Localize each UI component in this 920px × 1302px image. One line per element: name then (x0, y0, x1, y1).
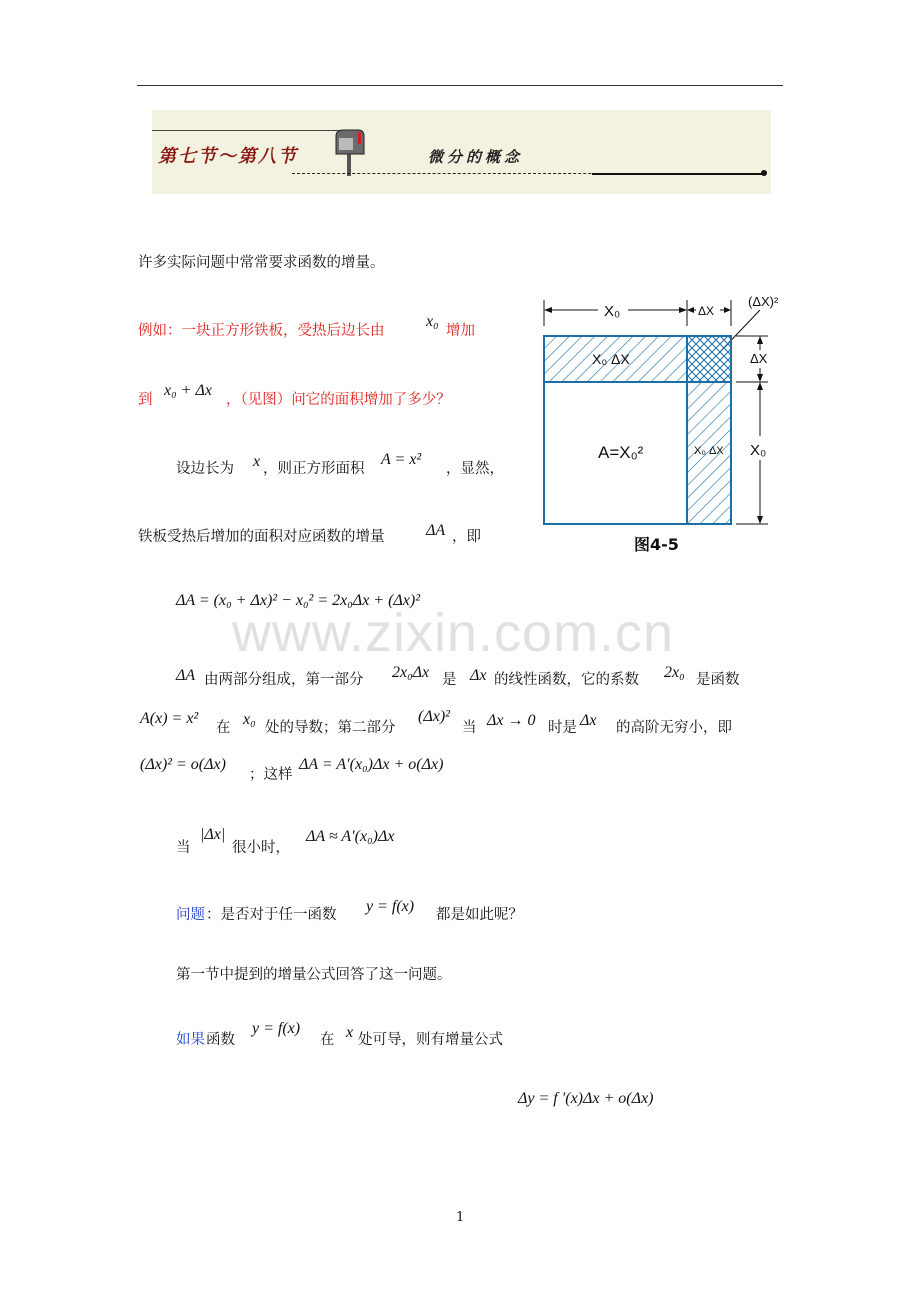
para4-a: 在 (216, 720, 231, 736)
page-number: 1 (456, 1210, 465, 1225)
example-line2-b: ，（见图）问它的面积增加了多少？ (226, 392, 451, 408)
corner-square (687, 336, 731, 382)
math-dx: Δx (470, 667, 487, 684)
label-right-x0: X₀ (750, 442, 767, 459)
para4-e: 的高阶无穷小，即 (616, 720, 732, 736)
label-top-x0: X₀ (604, 303, 621, 320)
math-x0-2: x₀ (243, 711, 256, 728)
para3-d: 是函数 (696, 672, 740, 688)
square-expansion-figure (528, 288, 798, 558)
question-tail: 都是如此呢？ (436, 907, 523, 923)
math-x0: x₀ (426, 313, 439, 330)
para1-c: ，显然， (446, 461, 504, 477)
math-dA-approx: ΔA ≈ A′(x₀)Δx (306, 828, 395, 845)
banner-title-right: 微分的概念 (428, 148, 524, 166)
if-label: 如果 (176, 1032, 205, 1048)
banner-line (152, 130, 352, 131)
mailbox-icon (332, 128, 366, 176)
math-2x0dx: 2x₀Δx (392, 664, 430, 681)
formula-dA-expansion: ΔA = (x₀ + Δx)² − x₀² = 2x₀Δx + (Δx)² (176, 592, 421, 609)
math-x-2: x (346, 1024, 354, 1041)
label-right-dx: ΔX (750, 351, 768, 366)
math-x: x (253, 453, 261, 470)
math-dx-sq: (Δx)² (418, 708, 450, 725)
math-dA-formula: ΔA = A′(x₀)Δx + o(Δx) (299, 756, 444, 773)
math-dA: ΔA (426, 522, 446, 539)
para1-b: ，则正方形面积 (263, 461, 365, 477)
para4-b: 处的导数；第二部分 (265, 720, 396, 736)
para5-a: ；这样 (249, 767, 293, 783)
math-area: A = x² (381, 451, 422, 468)
question-text: ：是否对于任一函数 (206, 907, 337, 923)
formula-dy: Δy = f ′(x)Δx + o(Δx) (518, 1090, 654, 1107)
para3-c: 的线性函数，它的系数 (494, 672, 639, 688)
math-x0-plus-dx: x₀ + Δx (164, 382, 212, 399)
math-abs-dx: |Δx| (200, 826, 226, 843)
label-strip-right: X₀ ΔX (694, 445, 724, 457)
math-2x0: 2x₀ (664, 664, 685, 681)
para2-b: ，即 (452, 529, 481, 545)
section-banner (152, 110, 771, 194)
math-dx-sq-o: (Δx)² = o(Δx) (140, 756, 226, 773)
example-line1-a: 例如：一块正方形铁板，受热后边长由 (138, 323, 385, 339)
answer-text: 第一节中提到的增量公式回答了这一问题。 (176, 967, 452, 983)
math-y-fx-2: y = f(x) (252, 1020, 301, 1037)
math-dx-2: Δx (580, 712, 597, 729)
figure-caption: 图4-5 (634, 535, 679, 554)
math-y-fx: y = f(x) (366, 898, 415, 915)
example-line2-a: 到 (138, 392, 153, 408)
label-corner: (ΔX)² (748, 294, 779, 309)
para4-d: 时是 (548, 720, 577, 736)
label-strip-top: X₀ ΔX (592, 351, 630, 367)
if-a: 函数 (206, 1032, 235, 1048)
if-b: 在 (320, 1032, 335, 1048)
banner-title-left: 第七节～第八节 (158, 146, 298, 167)
question-label: 问题 (176, 907, 205, 923)
header-rule (137, 85, 783, 86)
banner-dot (761, 170, 767, 176)
para2-a: 铁板受热后增加的面积对应函数的增量 (138, 529, 385, 545)
watermark: www.zixin.com.cn (232, 603, 675, 663)
para3-b: 是 (442, 672, 457, 688)
banner-solid-line (592, 173, 764, 175)
intro-text: 许多实际问题中常常要求函数的增量。 (138, 255, 385, 271)
label-top-dx: ΔX (698, 304, 715, 318)
math-Ax: A(x) = x² (140, 710, 199, 727)
math-dA-2: ΔA (176, 667, 196, 684)
label-center-area: A=X₀² (598, 443, 644, 462)
para4-c: 当 (462, 720, 477, 736)
math-dx-to-0: Δx → 0 (487, 712, 536, 729)
para1-a: 设边长为 (176, 461, 234, 477)
if-c: 处可导，则有增量公式 (358, 1032, 503, 1048)
example-line1-b: 增加 (446, 323, 475, 339)
para6-b: 很小时， (232, 840, 290, 856)
para3-a: 由两部分组成，第一部分 (204, 672, 364, 688)
para6-a: 当 (176, 840, 191, 856)
